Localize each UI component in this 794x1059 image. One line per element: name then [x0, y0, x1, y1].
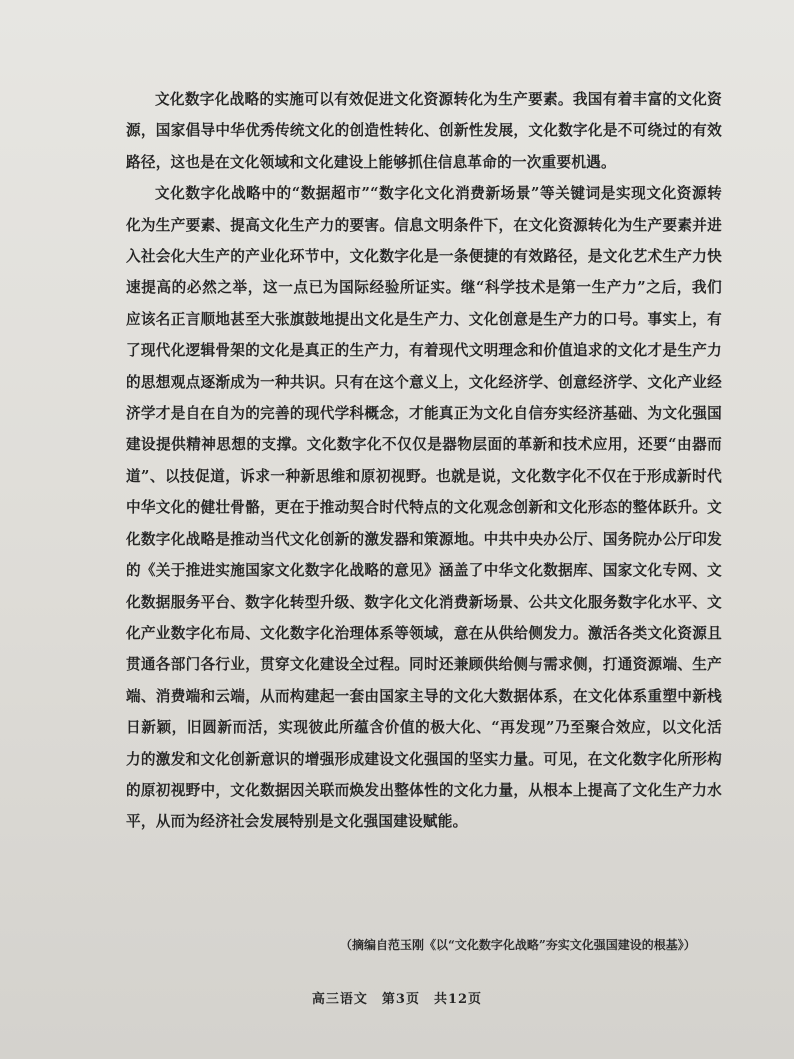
page-footer: 高三语文 第3页 共12页: [311, 992, 483, 1007]
source-citation: （摘编自范玉刚《以“文化数字化战略”夯实文化强国建设的根基》）: [340, 938, 696, 952]
paragraph-2: 文化数字化战略中的“数据超市”“数字化文化消费新场景”等关键词是实现文化资源转化为生产要素、提高文化生产力的要害。信息文明条件下，在文化资源转化为生产要素并进入社会化大生产的产业化环节中，文化数字化是一条便捷的有效路径，是文化艺术生产力快速提高的必然之举，这一点已为国际经验所证实。继“科学技术是第一生产力”之后，我们应该名正言顺地甚至大张旗鼓地提出文化是生产力、文化创意是生产力的口号。事实上，有了现代化逻辑骨架的文化是真正的生产力，有着现代文明理念和价值追求的文化才是生产力的思想观点逐渐成为一种共识。只有在这个意义上，文化经济学、创意经济学、文化产业经济学才是自在自为的完善的现代学科概念，才能真正为文化自信夯实经济基础、为文化强国建设提供精神思想的支撑。文化数字化不仅仅是器物层面的革新和技术应用，还要“由器而道”、以技促道，诉求一种新思维和原初视野。也就是说，文化数字化不仅在于形成新时代中华文化的健壮骨骼，更在于推动契合时代特点的文化观念创新和文化形态的整体跃升。文化数字化战略是推动当代文化创新的激发器和策源地。中共中央办公厅、国务院办公厅印发的《关于推进实施国家文化数字化战略的意见》涵盖了中华文化数据库、国家文化专网、文化数据服务平台、数字化转型升级、数字化文化消费新场景、公共文化服务数字化水平、文化产业数字化布局、文化数字化治理体系等领域，意在从供给侧发力。激活各类文化资源且贯通各部门各行业，贯穿文化建设全过程。同时还兼顾供给侧与需求侧，打通资源端、生产端、消费端和云端，从而构建起一套由国家主导的文化大数据体系，在文化体系重塑中新栈日新颖，旧圆新而活，实现彼此所蕴含价值的极大化、“再发现”乃至聚合效应，以文化活力的激发和文化创新意识的增强形成建设文化强国的坚实力量。可见，在文化数字化所形构的原初视野中，文化数据因关联而焕发出整体性的文化力量，从根本上提高了文化生产力水平，从而为经济社会发展特别是文化强国建设赋能。: [126, 185, 722, 831]
article-body: [126, 84, 722, 838]
paragraph-1: 文化数字化战略的实施可以有效促进文化资源转化为生产要素。我国有着丰富的文化资源，国家倡导中华优秀传统文化的创造性转化、创新性发展，文化数字化是不可绕过的有效路径，这也是在文化领域和文化建设上能够抓住信息革命的一次重要机遇。: [126, 91, 722, 171]
